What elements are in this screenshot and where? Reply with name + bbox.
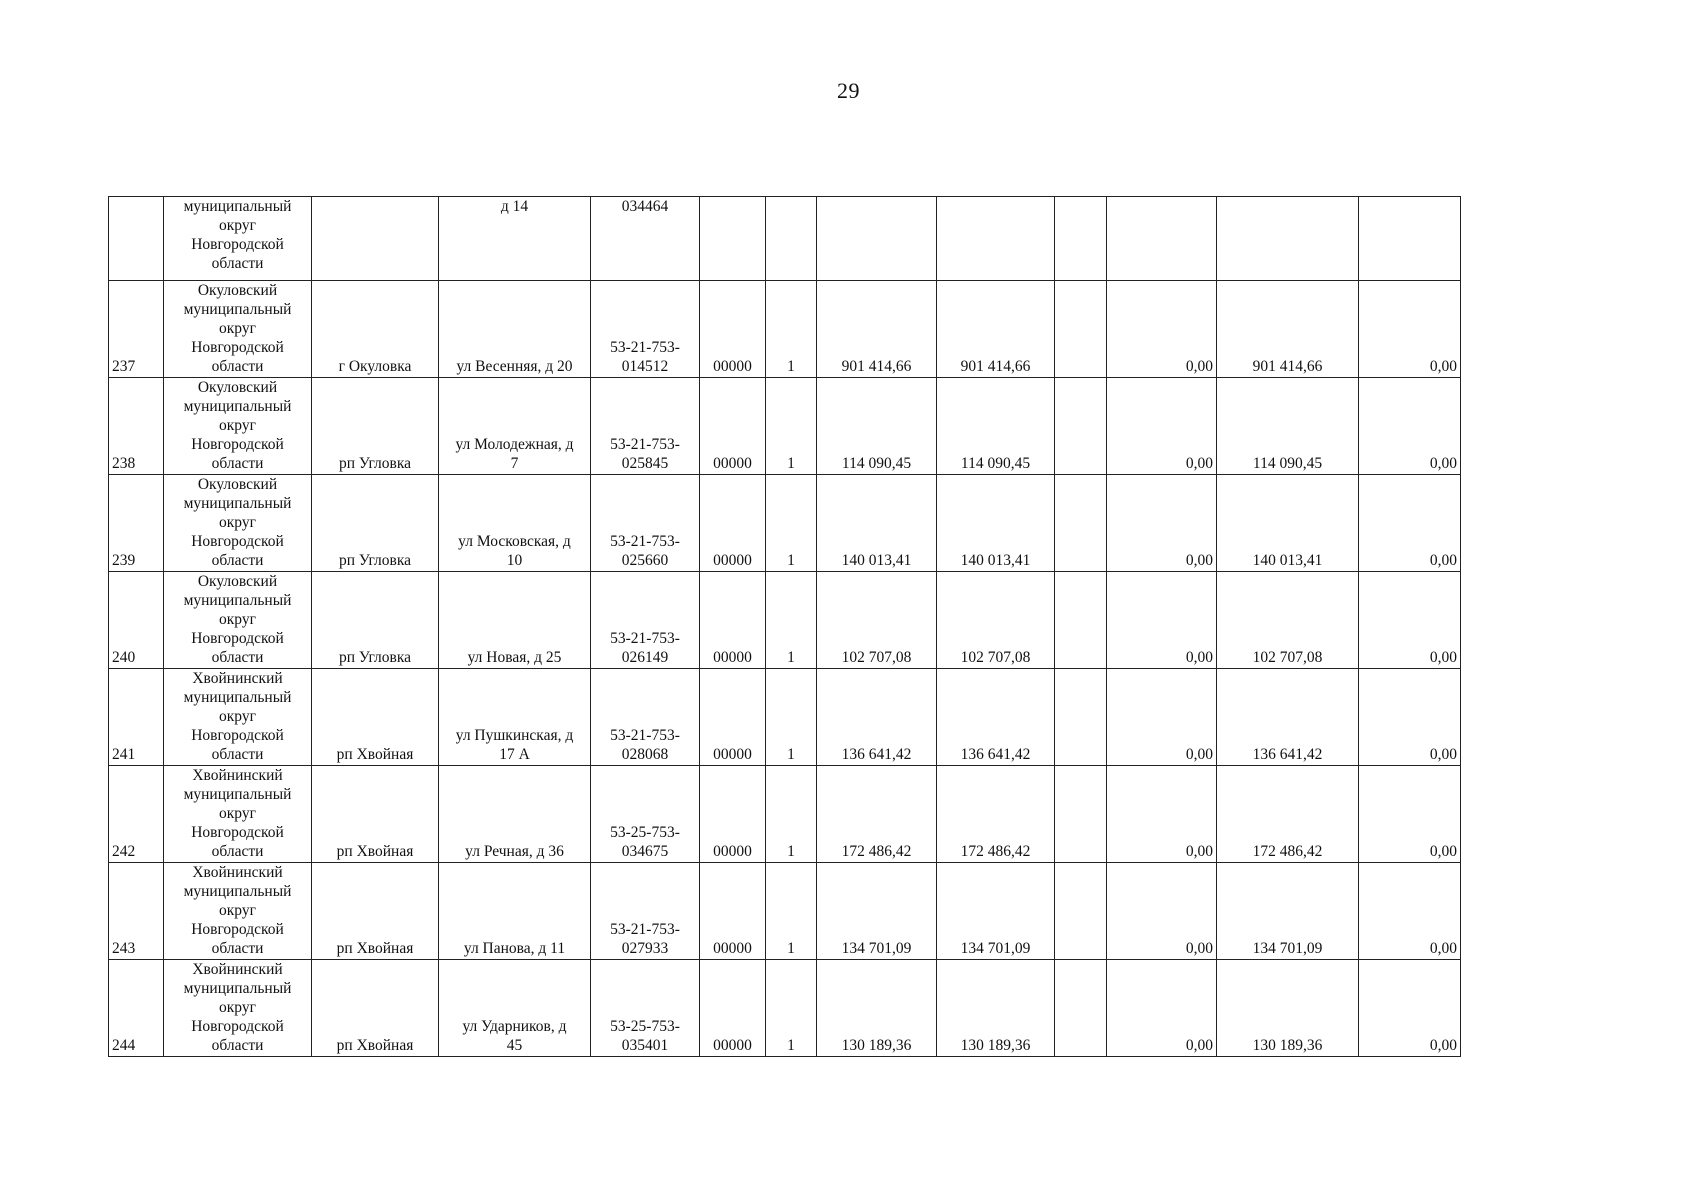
cell-col13: 0,00 (1359, 669, 1461, 766)
cell-col7: 1 (766, 281, 817, 378)
cell-col8: 140 013,41 (817, 475, 937, 572)
cell-col12: 901 414,66 (1217, 281, 1359, 378)
cell-col9: 901 414,66 (937, 281, 1055, 378)
cell-address: ул Московская, д 10 (439, 475, 591, 572)
table-row (109, 281, 1461, 378)
cell-col7: 1 (766, 766, 817, 863)
cell-col9 (937, 197, 1055, 281)
cell-col7: 1 (766, 669, 817, 766)
cell-col9: 136 641,42 (937, 669, 1055, 766)
cell-code: 53-21-753- 028068 (591, 669, 700, 766)
cell-district: Хвойнинский муниципальный округ Новгородской области (164, 669, 312, 766)
cell-col8: 114 090,45 (817, 378, 937, 475)
cell-col13: 0,00 (1359, 960, 1461, 1057)
cell-col10 (1055, 475, 1107, 572)
cell-col9: 130 189,36 (937, 960, 1055, 1057)
cell-col6: 00000 (700, 960, 766, 1057)
cell-col12: 114 090,45 (1217, 378, 1359, 475)
cell-district: Окуловский муниципальный округ Новгородской области (164, 281, 312, 378)
cell-col6: 00000 (700, 281, 766, 378)
cell-settlement: рп Хвойная (312, 863, 439, 960)
cell-col7: 1 (766, 960, 817, 1057)
cell-district: Окуловский муниципальный округ Новгородской области (164, 572, 312, 669)
cell-col7 (766, 197, 817, 281)
cell-col11: 0,00 (1107, 378, 1217, 475)
cell-col13 (1359, 197, 1461, 281)
cell-col11: 0,00 (1107, 669, 1217, 766)
cell-district: Окуловский муниципальный округ Новгородской области (164, 378, 312, 475)
cell-col11: 0,00 (1107, 960, 1217, 1057)
cell-col8: 134 701,09 (817, 863, 937, 960)
cell-col13: 0,00 (1359, 378, 1461, 475)
page-number: 29 (837, 78, 860, 103)
cell-col11 (1107, 197, 1217, 281)
cell-col8: 901 414,66 (817, 281, 937, 378)
table-row (109, 669, 1461, 766)
cell-district: Хвойнинский муниципальный округ Новгородской области (164, 863, 312, 960)
cell-col6: 00000 (700, 475, 766, 572)
cell-col8: 102 707,08 (817, 572, 937, 669)
cell-num: 239 (109, 475, 164, 572)
cell-code: 53-21-753- 014512 (591, 281, 700, 378)
cell-num: 238 (109, 378, 164, 475)
cell-address: ул Речная, д 36 (439, 766, 591, 863)
cell-address: ул Весенняя, д 20 (439, 281, 591, 378)
cell-col6: 00000 (700, 863, 766, 960)
cell-code: 53-21-753- 027933 (591, 863, 700, 960)
table-row (109, 378, 1461, 475)
cell-col10 (1055, 669, 1107, 766)
cell-col8: 172 486,42 (817, 766, 937, 863)
cell-code: 53-21-753- 025660 (591, 475, 700, 572)
table-row (109, 960, 1461, 1057)
cell-address: ул Пушкинская, д 17 А (439, 669, 591, 766)
cell-address: ул Ударников, д 45 (439, 960, 591, 1057)
cell-address: ул Новая, д 25 (439, 572, 591, 669)
cell-col13: 0,00 (1359, 863, 1461, 960)
cell-col10 (1055, 572, 1107, 669)
cell-code: 53-25-753- 034675 (591, 766, 700, 863)
cell-num: 243 (109, 863, 164, 960)
cell-col8: 130 189,36 (817, 960, 937, 1057)
cell-num: 244 (109, 960, 164, 1057)
cell-col10 (1055, 960, 1107, 1057)
cell-num (109, 197, 164, 281)
cell-col7: 1 (766, 378, 817, 475)
cell-col12: 136 641,42 (1217, 669, 1359, 766)
cell-col8 (817, 197, 937, 281)
cell-col12 (1217, 197, 1359, 281)
cell-district: Хвойнинский муниципальный округ Новгородской области (164, 766, 312, 863)
cell-col10 (1055, 863, 1107, 960)
cell-col6 (700, 197, 766, 281)
cell-district: Хвойнинский муниципальный округ Новгородской области (164, 960, 312, 1057)
cell-settlement: рп Хвойная (312, 669, 439, 766)
cell-col6: 00000 (700, 378, 766, 475)
cell-col7: 1 (766, 863, 817, 960)
cell-col6: 00000 (700, 669, 766, 766)
cell-address: ул Молодежная, д 7 (439, 378, 591, 475)
cell-settlement: рп Угловка (312, 572, 439, 669)
cell-col6: 00000 (700, 766, 766, 863)
cell-col12: 134 701,09 (1217, 863, 1359, 960)
table-row (109, 863, 1461, 960)
cell-col13: 0,00 (1359, 475, 1461, 572)
cell-col12: 140 013,41 (1217, 475, 1359, 572)
table-row-continuation (109, 197, 1461, 281)
cell-col9: 134 701,09 (937, 863, 1055, 960)
cell-num: 241 (109, 669, 164, 766)
cell-code: 53-25-753- 035401 (591, 960, 700, 1057)
cell-settlement (312, 197, 439, 281)
cell-col11: 0,00 (1107, 475, 1217, 572)
cell-num: 242 (109, 766, 164, 863)
cell-code: 53-21-753- 025845 (591, 378, 700, 475)
cell-col12: 172 486,42 (1217, 766, 1359, 863)
cell-col12: 102 707,08 (1217, 572, 1359, 669)
cell-col13: 0,00 (1359, 766, 1461, 863)
table-row (109, 475, 1461, 572)
cell-settlement: рп Хвойная (312, 960, 439, 1057)
cell-code: 53-21-753- 026149 (591, 572, 700, 669)
cell-col11: 0,00 (1107, 281, 1217, 378)
cell-col9: 114 090,45 (937, 378, 1055, 475)
table-body (109, 197, 1461, 1057)
cell-col10 (1055, 281, 1107, 378)
cell-col10 (1055, 197, 1107, 281)
cell-col9: 172 486,42 (937, 766, 1055, 863)
table-row (109, 572, 1461, 669)
cell-code: 034464 (591, 197, 700, 281)
cell-col12: 130 189,36 (1217, 960, 1359, 1057)
cell-col9: 102 707,08 (937, 572, 1055, 669)
cell-address: д 14 (439, 197, 591, 281)
cell-col11: 0,00 (1107, 572, 1217, 669)
cell-col7: 1 (766, 572, 817, 669)
cell-settlement: рп Угловка (312, 378, 439, 475)
cell-settlement: рп Угловка (312, 475, 439, 572)
cell-col13: 0,00 (1359, 281, 1461, 378)
cell-district: муниципальный округ Новгородской области (164, 197, 312, 281)
cell-col10 (1055, 378, 1107, 475)
cell-col13: 0,00 (1359, 572, 1461, 669)
cell-address: ул Панова, д 11 (439, 863, 591, 960)
cell-num: 237 (109, 281, 164, 378)
cell-col7: 1 (766, 475, 817, 572)
cell-col10 (1055, 766, 1107, 863)
cell-col11: 0,00 (1107, 863, 1217, 960)
register-table (108, 196, 1461, 1057)
table-row (109, 766, 1461, 863)
cell-num: 240 (109, 572, 164, 669)
cell-district: Окуловский муниципальный округ Новгородской области (164, 475, 312, 572)
cell-col11: 0,00 (1107, 766, 1217, 863)
cell-col6: 00000 (700, 572, 766, 669)
cell-settlement: г Окуловка (312, 281, 439, 378)
cell-col9: 140 013,41 (937, 475, 1055, 572)
cell-col8: 136 641,42 (817, 669, 937, 766)
cell-settlement: рп Хвойная (312, 766, 439, 863)
